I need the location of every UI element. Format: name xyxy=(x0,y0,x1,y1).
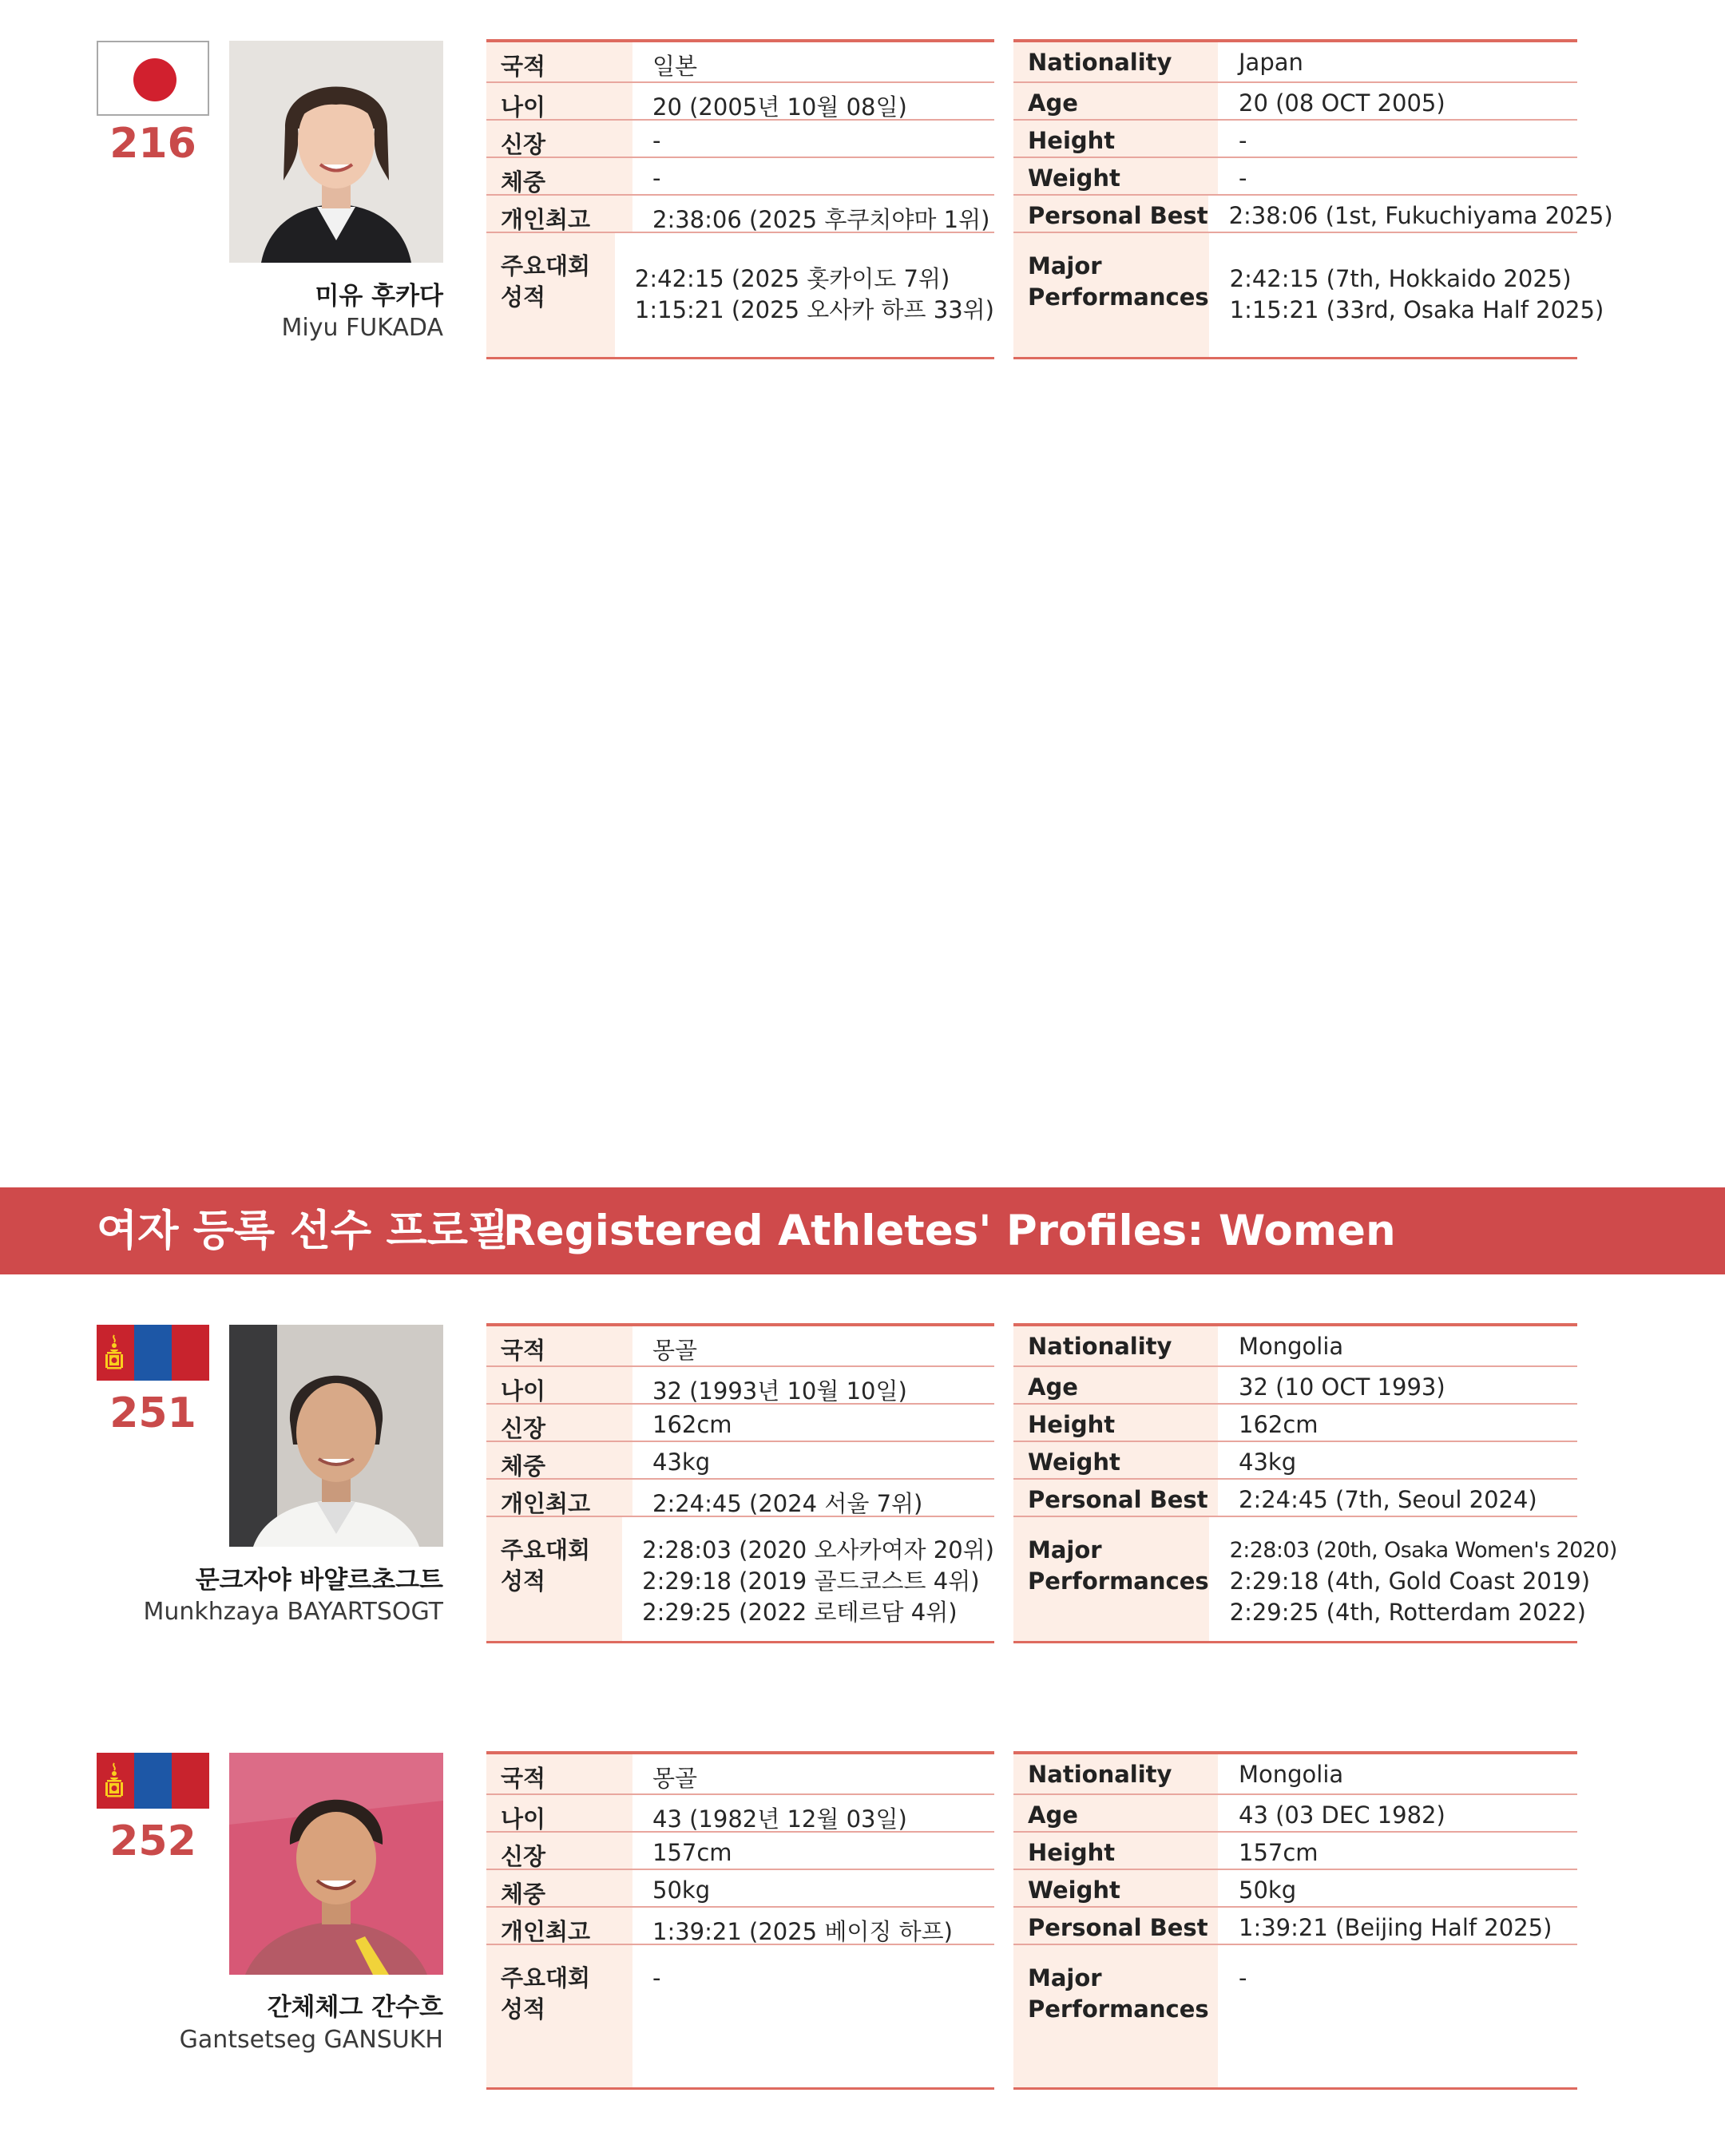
value-weight: 50kg xyxy=(1239,1877,1297,1904)
mongolia-flag-icon xyxy=(97,1753,209,1809)
value-age: 43 (03 DEC 1982) xyxy=(1239,1801,1445,1829)
value-age: 43 (1982년 12월 03일) xyxy=(652,1805,907,1833)
value-nationality: Mongolia xyxy=(1239,1761,1344,1788)
value-age: 32 (1993년 10월 10일) xyxy=(652,1377,907,1405)
value-weight: - xyxy=(1239,164,1247,192)
value-height: 162cm xyxy=(1239,1411,1319,1438)
athlete-name-ko: 간체체그 간수흐 xyxy=(267,1993,443,2022)
value-age: 20 (2005년 10월 08일) xyxy=(652,93,907,121)
value-weight: - xyxy=(652,164,661,192)
major-line: 2:29:25 (4th, Rotterdam 2022) xyxy=(1229,1599,1586,1626)
label-major-performances: Major Performances xyxy=(1013,1517,1209,1641)
label-height: 신장 xyxy=(486,121,632,157)
athlete-photo xyxy=(229,1325,443,1547)
value-major-performances xyxy=(1218,1945,1247,2087)
label-nationality: Nationality xyxy=(1013,1754,1218,1793)
japan-flag-icon xyxy=(97,41,209,116)
value-major-performances xyxy=(632,1945,660,2087)
value-nationality: Mongolia xyxy=(1239,1333,1344,1360)
value-weight: 43kg xyxy=(652,1449,711,1476)
label-weight: 체중 xyxy=(486,1442,632,1478)
value-weight: 43kg xyxy=(1239,1449,1297,1476)
label-major-performances: Major Performances xyxy=(1013,233,1209,357)
value-personal-best: 1:39:21 (2025 베이징 하프) xyxy=(652,1918,953,1945)
value-major-performances xyxy=(1209,233,1604,357)
banner-title-en: Registered Athletes' Profiles: Women xyxy=(503,1207,1396,1255)
label-major-performances: 주요대회 성적 xyxy=(486,1945,632,2087)
major-line: 2:28:03 (2020 오사카여자 20위) xyxy=(642,1536,994,1563)
profile-table-en xyxy=(1013,1751,1577,2090)
athlete-photo xyxy=(229,1753,443,1975)
value-nationality: Japan xyxy=(1239,49,1303,76)
major-line: 2:42:15 (2025 홋카이도 7위) xyxy=(634,265,950,292)
label-personal-best: Personal Best xyxy=(1013,196,1208,232)
value-personal-best: 2:24:45 (7th, Seoul 2024) xyxy=(1239,1486,1537,1513)
major-line: - xyxy=(1239,1964,1247,1992)
mongolia-flag-icon xyxy=(97,1325,209,1381)
value-weight: 50kg xyxy=(652,1877,711,1904)
label-weight: 체중 xyxy=(486,1870,632,1906)
label-major-performances: 주요대회 성적 xyxy=(486,233,615,357)
label-personal-best: 개인최고 xyxy=(486,196,632,232)
major-line: 2:28:03 (20th, Osaka Women's 2020) xyxy=(1229,1538,1617,1563)
value-personal-best: 1:39:21 (Beijing Half 2025) xyxy=(1239,1914,1552,1941)
major-line: 2:29:25 (2022 로테르담 4위) xyxy=(642,1599,958,1626)
value-major-performances xyxy=(622,1517,994,1641)
value-nationality: 몽골 xyxy=(652,1765,698,1792)
value-personal-best: 2:38:06 (2025 후쿠치야마 1위) xyxy=(652,206,990,233)
major-line: 2:29:18 (4th, Gold Coast 2019) xyxy=(1229,1567,1591,1595)
label-height: 신장 xyxy=(486,1405,632,1441)
value-nationality: 일본 xyxy=(652,53,698,80)
value-major-performances xyxy=(615,233,994,357)
bib-number: 216 xyxy=(109,120,196,168)
section-banner xyxy=(0,1187,1725,1274)
label-personal-best: Personal Best xyxy=(1013,1908,1218,1944)
value-major-performances xyxy=(1209,1517,1617,1641)
value-height: - xyxy=(1239,127,1247,154)
profile-table-en xyxy=(1013,1323,1617,1643)
value-height: 162cm xyxy=(652,1411,732,1438)
label-weight: Weight xyxy=(1013,1442,1218,1478)
value-height: 157cm xyxy=(1239,1839,1319,1866)
label-height: 신장 xyxy=(486,1833,632,1869)
athlete-name-ko: 미유 후카다 xyxy=(315,282,443,311)
athlete-name-en: Munkhzaya BAYARTSOGT xyxy=(143,1598,443,1626)
label-age: Age xyxy=(1013,1367,1218,1403)
label-height: Height xyxy=(1013,1833,1218,1869)
major-line: 2:29:18 (2019 골드코스트 4위) xyxy=(642,1567,980,1595)
value-age: 20 (08 OCT 2005) xyxy=(1239,89,1445,117)
label-age: 나이 xyxy=(486,1795,632,1831)
value-personal-best: 2:38:06 (1st, Fukuchiyama 2025) xyxy=(1228,202,1613,229)
label-weight: Weight xyxy=(1013,158,1218,194)
label-personal-best: 개인최고 xyxy=(486,1480,632,1516)
label-age: 나이 xyxy=(486,83,632,119)
major-line: - xyxy=(652,1964,661,1992)
bib-number: 251 xyxy=(109,1389,196,1437)
banner-title-ko: 여자 등록 선수 프로필 xyxy=(97,1207,510,1255)
athlete-name-en: Gantsetseg GANSUKH xyxy=(179,2026,443,2054)
label-age: Age xyxy=(1013,83,1218,119)
label-weight: 체중 xyxy=(486,158,632,194)
label-weight: Weight xyxy=(1013,1870,1218,1906)
label-nationality: 국적 xyxy=(486,1326,632,1365)
athlete-name-en: Miyu FUKADA xyxy=(281,314,443,342)
profile-table-ko xyxy=(486,1751,994,2090)
label-age: Age xyxy=(1013,1795,1218,1831)
label-nationality: 국적 xyxy=(486,42,632,81)
value-height: - xyxy=(652,127,661,154)
label-major-performances: Major Performances xyxy=(1013,1945,1218,2087)
label-height: Height xyxy=(1013,1405,1218,1441)
label-personal-best: 개인최고 xyxy=(486,1908,632,1944)
major-line: 1:15:21 (2025 오사카 하프 33위) xyxy=(634,296,994,323)
value-nationality: 몽골 xyxy=(652,1337,698,1364)
bib-number: 252 xyxy=(109,1817,196,1865)
major-line: 2:42:15 (7th, Hokkaido 2025) xyxy=(1229,265,1572,292)
value-personal-best: 2:24:45 (2024 서울 7위) xyxy=(652,1490,923,1517)
label-nationality: Nationality xyxy=(1013,1326,1218,1365)
major-line: 1:15:21 (33rd, Osaka Half 2025) xyxy=(1229,296,1604,323)
athlete-name-ko: 문크자야 바얄르초그트 xyxy=(195,1566,443,1595)
label-nationality: 국적 xyxy=(486,1754,632,1793)
athlete-photo xyxy=(229,41,443,263)
value-height: 157cm xyxy=(652,1839,732,1866)
profile-table-en xyxy=(1013,39,1613,359)
profile-table-ko xyxy=(486,39,994,359)
label-personal-best: Personal Best xyxy=(1013,1480,1218,1516)
label-age: 나이 xyxy=(486,1367,632,1403)
label-height: Height xyxy=(1013,121,1218,157)
profile-table-ko xyxy=(486,1323,994,1643)
label-nationality: Nationality xyxy=(1013,42,1218,81)
label-major-performances: 주요대회 성적 xyxy=(486,1517,622,1641)
value-age: 32 (10 OCT 1993) xyxy=(1239,1373,1445,1401)
